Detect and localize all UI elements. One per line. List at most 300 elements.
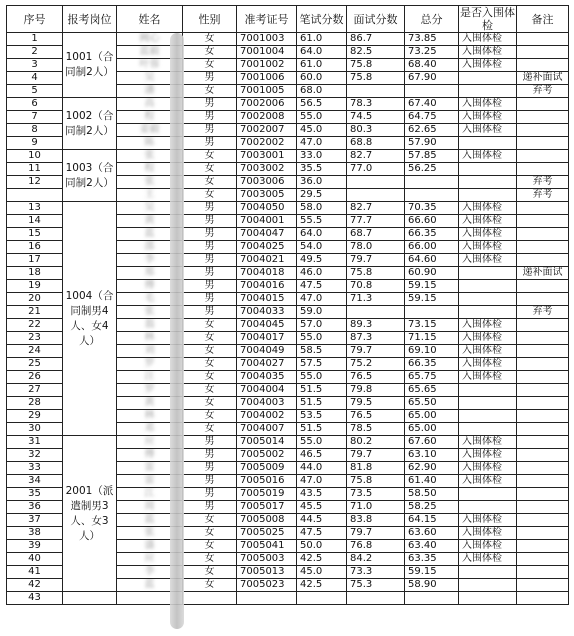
cell-physical-exam xyxy=(459,176,517,189)
cell-seq: 18 xyxy=(7,267,63,280)
cell-note xyxy=(517,553,569,566)
cell-written-score: 55.0 xyxy=(297,371,347,384)
cell-position: 1003（合同制2人） xyxy=(63,150,117,202)
cell-note: 弃考 xyxy=(517,85,569,98)
cell-gender: 女 xyxy=(183,358,237,371)
cell-interview-score: 75.2 xyxy=(347,358,405,371)
cell-interview-score: 75.8 xyxy=(347,475,405,488)
cell-gender: 女 xyxy=(183,85,237,98)
cell-interview-score: 89.3 xyxy=(347,319,405,332)
cell-gender: 男 xyxy=(183,436,237,449)
cell-interview-score: 76.5 xyxy=(347,371,405,384)
cell-seq: 22 xyxy=(7,319,63,332)
cell-exam-id: 7005008 xyxy=(237,514,297,527)
cell-interview-score xyxy=(347,306,405,319)
candidate-name: 应 xyxy=(144,553,155,564)
cell-total-score: 58.90 xyxy=(405,579,459,592)
candidate-name: 程 xyxy=(144,163,155,174)
cell-physical-exam xyxy=(459,293,517,306)
cell-physical-exam xyxy=(459,189,517,202)
cell-physical-exam: 入围体检 xyxy=(459,241,517,254)
cell-physical-exam: 入围体检 xyxy=(459,449,517,462)
cell-seq: 25 xyxy=(7,358,63,371)
cell-total-score: 62.90 xyxy=(405,462,459,475)
cell-seq: 19 xyxy=(7,280,63,293)
candidate-name: 蓝 xyxy=(144,579,155,590)
candidate-name: 李 xyxy=(144,566,155,577)
cell-physical-exam xyxy=(459,579,517,592)
cell-gender: 男 xyxy=(183,241,237,254)
cell-seq: 42 xyxy=(7,579,63,592)
cell-total-score: 66.35 xyxy=(405,358,459,371)
cell-seq: 43 xyxy=(7,592,63,605)
cell-exam-id: 7005014 xyxy=(237,436,297,449)
cell-exam-id: 7001006 xyxy=(237,72,297,85)
cell-interview-score xyxy=(347,189,405,202)
cell-written-score: 51.5 xyxy=(297,423,347,436)
cell-physical-exam: 入围体检 xyxy=(459,59,517,72)
cell-seq: 41 xyxy=(7,566,63,579)
candidate-name: 蓝毅 xyxy=(139,46,160,57)
cell-note xyxy=(517,345,569,358)
cell-written-score: 47.5 xyxy=(297,280,347,293)
candidate-name: 吴 xyxy=(144,202,155,213)
cell-total-score: 67.60 xyxy=(405,436,459,449)
cell-seq: 4 xyxy=(7,72,63,85)
cell-written-score: 57.5 xyxy=(297,358,347,371)
cell-empty xyxy=(517,592,569,605)
cell-seq: 37 xyxy=(7,514,63,527)
cell-exam-id: 7004035 xyxy=(237,371,297,384)
cell-total-score: 65.75 xyxy=(405,371,459,384)
cell-exam-id: 7003001 xyxy=(237,150,297,163)
cell-gender: 女 xyxy=(183,319,237,332)
cell-total-score: 69.10 xyxy=(405,345,459,358)
cell-note: 弃考 xyxy=(517,176,569,189)
cell-exam-id: 7004007 xyxy=(237,423,297,436)
cell-physical-exam: 入围体检 xyxy=(459,228,517,241)
cell-note xyxy=(517,98,569,111)
candidate-name: 张 xyxy=(144,150,155,161)
cell-exam-id: 7004017 xyxy=(237,332,297,345)
cell-written-score: 61.0 xyxy=(297,59,347,72)
cell-written-score: 50.0 xyxy=(297,540,347,553)
header-seq: 序号 xyxy=(7,6,63,33)
cell-gender: 男 xyxy=(183,293,237,306)
cell-gender: 男 xyxy=(183,462,237,475)
cell-seq: 9 xyxy=(7,137,63,150)
cell-exam-id: 7005041 xyxy=(237,540,297,553)
cell-written-score: 45.0 xyxy=(297,566,347,579)
cell-total-score xyxy=(405,176,459,189)
candidate-name: 盛 xyxy=(144,540,155,551)
table-row xyxy=(7,150,569,163)
cell-note xyxy=(517,137,569,150)
cell-interview-score: 87.3 xyxy=(347,332,405,345)
cell-total-score: 61.40 xyxy=(405,475,459,488)
cell-physical-exam: 入围体检 xyxy=(459,475,517,488)
cell-interview-score: 79.7 xyxy=(347,449,405,462)
score-table xyxy=(6,5,569,605)
cell-exam-id: 7004033 xyxy=(237,306,297,319)
candidate-name: 陈 xyxy=(144,137,155,148)
cell-interview-score: 68.7 xyxy=(347,228,405,241)
candidate-name: 傅 xyxy=(144,449,155,460)
cell-seq: 33 xyxy=(7,462,63,475)
cell-written-score: 60.0 xyxy=(297,72,347,85)
cell-gender: 男 xyxy=(183,111,237,124)
cell-interview-score: 79.5 xyxy=(347,397,405,410)
cell-physical-exam: 入围体检 xyxy=(459,98,517,111)
header-written: 笔试分数 xyxy=(297,6,347,33)
cell-total-score: 64.15 xyxy=(405,514,459,527)
cell-total-score: 63.40 xyxy=(405,540,459,553)
cell-gender: 女 xyxy=(183,189,237,202)
cell-interview-score: 86.7 xyxy=(347,33,405,46)
cell-interview-score: 77.0 xyxy=(347,163,405,176)
cell-written-score: 45.5 xyxy=(297,501,347,514)
cell-seq xyxy=(7,189,63,202)
cell-written-score: 57.0 xyxy=(297,319,347,332)
cell-note: 递补面试 xyxy=(517,267,569,280)
cell-written-score: 54.0 xyxy=(297,241,347,254)
cell-seq: 26 xyxy=(7,371,63,384)
cell-total-score: 73.85 xyxy=(405,33,459,46)
cell-seq: 27 xyxy=(7,384,63,397)
cell-interview-score xyxy=(347,176,405,189)
table-row xyxy=(7,202,569,215)
cell-gender: 男 xyxy=(183,254,237,267)
cell-exam-id: 7005002 xyxy=(237,449,297,462)
cell-physical-exam xyxy=(459,72,517,85)
cell-written-score: 58.5 xyxy=(297,345,347,358)
cell-written-score: 42.5 xyxy=(297,553,347,566)
candidate-name: 林 xyxy=(144,332,155,343)
cell-written-score: 56.5 xyxy=(297,98,347,111)
cell-note xyxy=(517,397,569,410)
cell-interview-score: 68.8 xyxy=(347,137,405,150)
table-row xyxy=(7,33,569,46)
cell-gender: 男 xyxy=(183,215,237,228)
cell-interview-score: 73.5 xyxy=(347,488,405,501)
cell-physical-exam: 入围体检 xyxy=(459,319,517,332)
cell-gender: 男 xyxy=(183,98,237,111)
candidate-name: 叶蓉 xyxy=(139,59,160,70)
candidate-name: 吴 xyxy=(144,72,155,83)
cell-seq: 35 xyxy=(7,488,63,501)
cell-exam-id: 7001004 xyxy=(237,46,297,59)
cell-exam-id: 7005003 xyxy=(237,553,297,566)
cell-note xyxy=(517,501,569,514)
cell-gender: 男 xyxy=(183,124,237,137)
cell-exam-id: 7005017 xyxy=(237,501,297,514)
cell-total-score: 59.15 xyxy=(405,566,459,579)
header-name: 姓名 xyxy=(117,6,183,33)
cell-total-score: 58.25 xyxy=(405,501,459,514)
cell-position: 1002（合同制2人） xyxy=(63,98,117,150)
cell-seq: 20 xyxy=(7,293,63,306)
cell-empty xyxy=(459,592,517,605)
cell-note xyxy=(517,410,569,423)
cell-physical-exam: 入围体检 xyxy=(459,514,517,527)
cell-exam-id: 7004047 xyxy=(237,228,297,241)
cell-physical-exam xyxy=(459,501,517,514)
cell-physical-exam xyxy=(459,267,517,280)
cell-total-score: 59.15 xyxy=(405,293,459,306)
cell-exam-id: 7005013 xyxy=(237,566,297,579)
cell-gender: 女 xyxy=(183,553,237,566)
candidate-name: 翁 xyxy=(144,319,155,330)
cell-note xyxy=(517,371,569,384)
cell-written-score: 64.0 xyxy=(297,228,347,241)
cell-seq: 15 xyxy=(7,228,63,241)
cell-physical-exam xyxy=(459,423,517,436)
cell-interview-score: 78.5 xyxy=(347,423,405,436)
cell-total-score xyxy=(405,306,459,319)
cell-interview-score: 78.0 xyxy=(347,241,405,254)
cell-exam-id: 7005023 xyxy=(237,579,297,592)
cell-total-score: 71.15 xyxy=(405,332,459,345)
cell-note xyxy=(517,46,569,59)
cell-physical-exam: 入围体检 xyxy=(459,436,517,449)
cell-total-score: 65.50 xyxy=(405,397,459,410)
cell-interview-score: 76.5 xyxy=(347,410,405,423)
cell-note xyxy=(517,280,569,293)
cell-written-score: 47.0 xyxy=(297,293,347,306)
cell-note xyxy=(517,163,569,176)
cell-written-score: 44.0 xyxy=(297,462,347,475)
cell-note xyxy=(517,475,569,488)
candidate-name: 毛 xyxy=(144,293,155,304)
cell-note xyxy=(517,488,569,501)
cell-total-score: 65.00 xyxy=(405,410,459,423)
cell-gender: 女 xyxy=(183,33,237,46)
cell-total-score: 67.90 xyxy=(405,72,459,85)
cell-exam-id: 7004003 xyxy=(237,397,297,410)
cell-written-score: 35.5 xyxy=(297,163,347,176)
cell-interview-score: 75.8 xyxy=(347,59,405,72)
cell-total-score: 59.15 xyxy=(405,280,459,293)
cell-exam-id: 7001003 xyxy=(237,33,297,46)
candidate-name: 郑 xyxy=(144,267,155,278)
cell-written-score: 33.0 xyxy=(297,150,347,163)
cell-note xyxy=(517,202,569,215)
cell-seq: 3 xyxy=(7,59,63,72)
cell-total-score: 65.00 xyxy=(405,423,459,436)
cell-note xyxy=(517,514,569,527)
candidate-name: 黄 xyxy=(144,215,155,226)
cell-total-score: 73.15 xyxy=(405,319,459,332)
cell-exam-id: 7002008 xyxy=(237,111,297,124)
candidate-name: 王 xyxy=(144,189,155,200)
cell-total-score xyxy=(405,85,459,98)
cell-exam-id: 7001005 xyxy=(237,85,297,98)
cell-gender: 女 xyxy=(183,566,237,579)
cell-interview-score: 73.3 xyxy=(347,566,405,579)
cell-written-score: 55.5 xyxy=(297,215,347,228)
candidate-name: 汪 xyxy=(144,371,155,382)
cell-total-score: 56.25 xyxy=(405,163,459,176)
cell-exam-id: 7004002 xyxy=(237,410,297,423)
cell-written-score: 29.5 xyxy=(297,189,347,202)
cell-gender: 女 xyxy=(183,371,237,384)
cell-gender: 女 xyxy=(183,514,237,527)
candidate-name: 雷 xyxy=(144,462,155,473)
cell-exam-id: 7004004 xyxy=(237,384,297,397)
cell-total-score: 66.00 xyxy=(405,241,459,254)
cell-gender: 女 xyxy=(183,423,237,436)
cell-note: 弃考 xyxy=(517,306,569,319)
header-gender: 性别 xyxy=(183,6,237,33)
cell-written-score: 47.0 xyxy=(297,137,347,150)
candidate-name: 林 xyxy=(144,410,155,421)
cell-note xyxy=(517,111,569,124)
cell-interview-score: 71.0 xyxy=(347,501,405,514)
cell-physical-exam: 入围体检 xyxy=(459,202,517,215)
cell-total-score: 66.60 xyxy=(405,215,459,228)
cell-seq: 28 xyxy=(7,397,63,410)
cell-written-score: 55.0 xyxy=(297,111,347,124)
candidate-name: 张 xyxy=(144,527,155,538)
header-exam-id: 准考证号 xyxy=(237,6,297,33)
cell-written-score: 47.0 xyxy=(297,475,347,488)
cell-exam-id: 7004001 xyxy=(237,215,297,228)
cell-exam-id: 7002002 xyxy=(237,137,297,150)
cell-note xyxy=(517,358,569,371)
cell-gender: 男 xyxy=(183,202,237,215)
cell-seq: 12 xyxy=(7,176,63,189)
cell-interview-score: 80.3 xyxy=(347,124,405,137)
cell-gender: 男 xyxy=(183,501,237,514)
table-row xyxy=(7,592,569,605)
cell-seq: 29 xyxy=(7,410,63,423)
cell-seq: 38 xyxy=(7,527,63,540)
cell-physical-exam: 入围体检 xyxy=(459,332,517,345)
cell-written-score: 51.5 xyxy=(297,397,347,410)
cell-physical-exam: 入围体检 xyxy=(459,215,517,228)
cell-written-score: 46.5 xyxy=(297,449,347,462)
cell-physical-exam: 入围体检 xyxy=(459,462,517,475)
cell-written-score: 47.5 xyxy=(297,527,347,540)
cell-exam-id: 7002007 xyxy=(237,124,297,137)
cell-total-score: 73.25 xyxy=(405,46,459,59)
cell-note xyxy=(517,33,569,46)
cell-exam-id: 7004050 xyxy=(237,202,297,215)
cell-exam-id: 7004049 xyxy=(237,345,297,358)
cell-gender: 女 xyxy=(183,150,237,163)
cell-written-score: 53.5 xyxy=(297,410,347,423)
cell-physical-exam: 入围体检 xyxy=(459,540,517,553)
header-physical: 是否入围体检 xyxy=(460,6,515,32)
cell-seq: 36 xyxy=(7,501,63,514)
cell-total-score: 57.90 xyxy=(405,137,459,150)
cell-physical-exam: 入围体检 xyxy=(459,527,517,540)
cell-note xyxy=(517,228,569,241)
cell-seq: 13 xyxy=(7,202,63,215)
cell-exam-id: 7005025 xyxy=(237,527,297,540)
cell-exam-id: 7005019 xyxy=(237,488,297,501)
cell-physical-exam: 入围体检 xyxy=(459,371,517,384)
cell-note xyxy=(517,59,569,72)
cell-seq: 10 xyxy=(7,150,63,163)
cell-total-score: 57.85 xyxy=(405,150,459,163)
cell-written-score: 45.0 xyxy=(297,124,347,137)
cell-gender: 女 xyxy=(183,410,237,423)
candidate-name: 程 xyxy=(144,111,155,122)
cell-position: 1004（合同制男4人、女4人） xyxy=(63,202,117,436)
cell-empty xyxy=(237,592,297,605)
cell-total-score: 67.40 xyxy=(405,98,459,111)
cell-interview-score: 82.5 xyxy=(347,46,405,59)
cell-exam-id: 7002006 xyxy=(237,98,297,111)
header-total: 总分 xyxy=(405,6,459,33)
cell-exam-id: 7004016 xyxy=(237,280,297,293)
cell-gender: 男 xyxy=(183,449,237,462)
cell-written-score: 36.0 xyxy=(297,176,347,189)
cell-seq: 40 xyxy=(7,553,63,566)
cell-interview-score: 82.7 xyxy=(347,202,405,215)
table-body xyxy=(7,33,569,605)
cell-gender: 男 xyxy=(183,267,237,280)
header-interview: 面试分数 xyxy=(347,6,405,33)
cell-seq: 1 xyxy=(7,33,63,46)
cell-interview-score: 79.8 xyxy=(347,384,405,397)
candidate-name: 邵 xyxy=(144,241,155,252)
cell-interview-score: 74.5 xyxy=(347,111,405,124)
cell-empty xyxy=(63,592,117,605)
cell-exam-id: 7001002 xyxy=(237,59,297,72)
cell-empty xyxy=(405,592,459,605)
cell-physical-exam: 入围体检 xyxy=(459,254,517,267)
cell-gender: 女 xyxy=(183,46,237,59)
cell-written-score: 68.0 xyxy=(297,85,347,98)
candidate-name: 阙心 xyxy=(139,33,160,44)
cell-note xyxy=(517,436,569,449)
cell-gender: 男 xyxy=(183,228,237,241)
cell-note xyxy=(517,150,569,163)
header-note: 备注 xyxy=(517,6,569,33)
candidate-name: 傅 xyxy=(144,280,155,291)
cell-gender: 男 xyxy=(183,280,237,293)
cell-total-score: 60.90 xyxy=(405,267,459,280)
cell-seq: 32 xyxy=(7,449,63,462)
cell-physical-exam xyxy=(459,384,517,397)
cell-physical-exam xyxy=(459,85,517,98)
cell-position: 2001（派遣制男3人、女3人） xyxy=(63,436,117,592)
cell-physical-exam: 入围体检 xyxy=(459,553,517,566)
cell-gender: 女 xyxy=(183,59,237,72)
cell-physical-exam: 入围体检 xyxy=(459,150,517,163)
cell-seq: 30 xyxy=(7,423,63,436)
cell-note xyxy=(517,462,569,475)
cell-written-score: 44.5 xyxy=(297,514,347,527)
cell-gender: 男 xyxy=(183,306,237,319)
cell-physical-exam xyxy=(459,410,517,423)
cell-interview-score: 82.7 xyxy=(347,150,405,163)
cell-gender: 女 xyxy=(183,527,237,540)
cell-note xyxy=(517,423,569,436)
cell-total-score: 65.65 xyxy=(405,384,459,397)
cell-physical-exam xyxy=(459,306,517,319)
header-position: 报考岗位 xyxy=(63,6,117,33)
cell-note xyxy=(517,215,569,228)
candidate-name: 邓 xyxy=(144,423,155,434)
cell-written-score: 55.0 xyxy=(297,332,347,345)
score-sheet xyxy=(6,5,568,605)
cell-total-score: 66.35 xyxy=(405,228,459,241)
cell-written-score: 49.5 xyxy=(297,254,347,267)
cell-seq: 8 xyxy=(7,124,63,137)
